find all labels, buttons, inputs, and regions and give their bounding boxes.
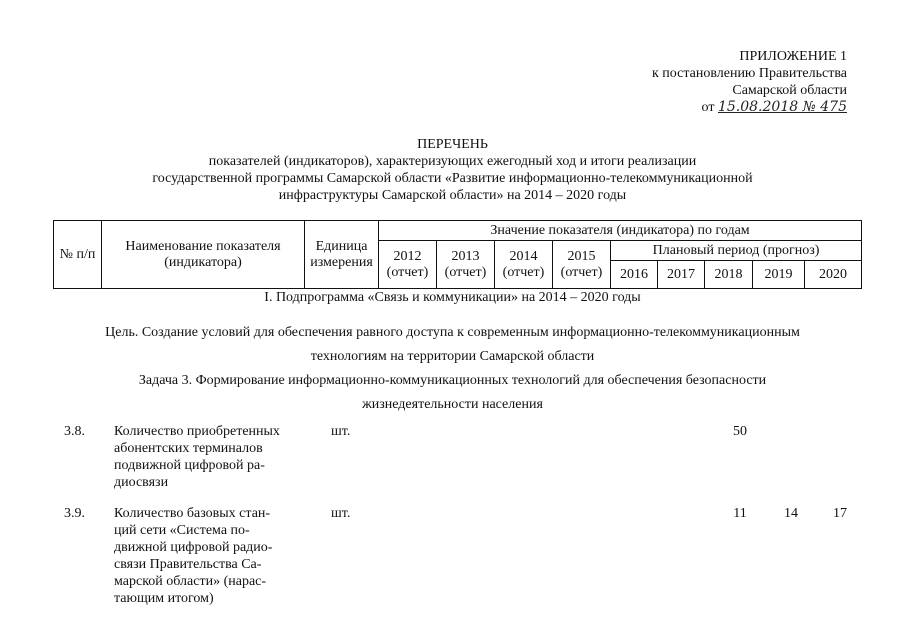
- row-3-9-unit: шт.: [331, 506, 351, 521]
- header-values-title: Значение показателя (индикатора) по годам: [379, 221, 862, 241]
- header-year-2015: 2015 (отчет): [553, 241, 611, 289]
- header-num: № п/п: [54, 221, 102, 289]
- header-year-2018: 2018: [705, 261, 753, 289]
- row-3-9-value-2019: 14: [784, 506, 798, 521]
- document-title: [0, 136, 905, 204]
- header-unit: Единица измерения: [305, 221, 379, 289]
- task-line-2: жизнедеятельности населения: [362, 397, 543, 412]
- row-3-8-name: Количество приобретенных абонентских терминалов подвижной цифровой ра- диосвязи: [114, 424, 280, 490]
- appendix-line-1: к постановлению Правительства: [651, 66, 847, 81]
- row-3-9-value-2018: 11: [733, 506, 747, 521]
- row-3-9-num: 3.9.: [64, 506, 85, 521]
- appendix-block: [652, 48, 847, 116]
- goal-line-1: Цель. Создание условий для обеспечения равного доступа к современным информационно-телекоммуникационным: [105, 325, 800, 340]
- title-line-2: государственной программы Самарской области «Развитие информационно-телекоммуникационной: [152, 171, 753, 186]
- row-3-8-value-2018: 50: [733, 424, 747, 439]
- header-year-2019: 2019: [753, 261, 805, 289]
- header-name: Наименование показателя (индикатора): [102, 221, 305, 289]
- appendix-date-prefix: от: [701, 100, 715, 115]
- task-line-1: Задача 3. Формирование информационно-коммуникационных технологий для обеспечения безопасности: [138, 373, 767, 388]
- header-year-2017: 2017: [658, 261, 705, 289]
- header-year-2012: 2012 (отчет): [379, 241, 437, 289]
- header-year-2020: 2020: [805, 261, 862, 289]
- title-heading: ПЕРЕЧЕНЬ: [417, 137, 488, 152]
- row-3-8-num: 3.8.: [64, 424, 85, 439]
- appendix-title: ПРИЛОЖЕНИЕ 1: [739, 49, 847, 64]
- header-year-2013: 2013 (отчет): [437, 241, 495, 289]
- header-year-2016: 2016: [611, 261, 658, 289]
- appendix-date-line: [652, 99, 847, 116]
- appendix-line-2: Самарской области: [732, 83, 847, 98]
- header-year-2014: 2014 (отчет): [495, 241, 553, 289]
- subprogram-heading: I. Подпрограмма «Связь и коммуникации» на 2014 – 2020 годы: [264, 290, 641, 305]
- header-planned-title: Плановый период (прогноз): [611, 241, 862, 261]
- title-line-3: инфраструктуры Самарской области» на 2014 – 2020 годы: [278, 188, 627, 203]
- indicators-table-header: [53, 220, 862, 289]
- handwritten-date-number: 15.08.2018 № 475: [717, 99, 847, 115]
- goal-line-2: технологиям на территории Самарской области: [310, 349, 595, 364]
- title-line-1: показателей (индикаторов), характеризующих ежегодный ход и итоги реализации: [208, 154, 697, 169]
- row-3-9-value-2020: 17: [833, 506, 847, 521]
- row-3-9-name: Количество базовых стан- ций сети «Система по- движной цифровой радио- связи Правительства Са- марской области» (нарас- тающим итогом): [114, 506, 273, 606]
- row-3-8-unit: шт.: [331, 424, 351, 439]
